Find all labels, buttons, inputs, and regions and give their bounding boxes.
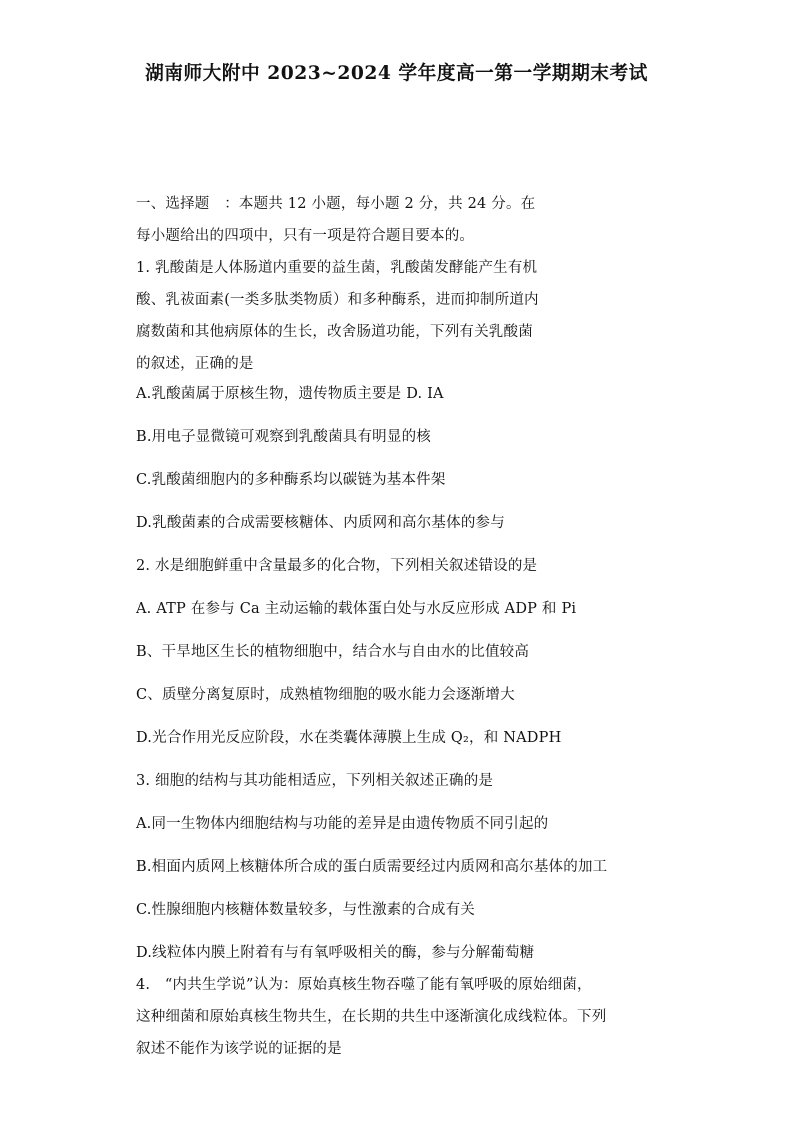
question-4-stem-line-2: 这种细菌和原始真核生物共生，在长期的共生中逐渐演化成线粒体。下列	[136, 1009, 607, 1025]
question-3-stem: 3. 细胞的结构与其功能相适应，下列相关叙述正确的是	[136, 773, 494, 789]
question-1-stem-line-4: 的叙述，正确的是	[136, 356, 254, 372]
question-1-stem-line-2: 酸、乳祓面素(一类多肽类物质）和多种酶系，进而抑制所道内	[136, 292, 539, 308]
question-1-stem-line-1: 1. 乳酸菌是人体肠道内重要的益生菌，乳酸菌发酵能产生有机	[136, 260, 538, 276]
question-3-option-c: C.性腺细胞内核糖体数量较多，与性激素的合成有关	[136, 902, 475, 918]
question-2-option-a: A. ATP 在参与 Ca 主动运输的载体蛋白处与水反应形成 ADP 和 Pi	[136, 601, 577, 617]
question-2-stem: 2. 水是细胞鲜重中含量最多的化合物，下列相关叙述错设的是	[136, 558, 538, 574]
question-3-option-b: B.相面内质网上核糖体所合成的蛋白质需要经过内质网和高尔基体的加工	[136, 859, 608, 875]
question-1-option-d: D.乳酸菌素的合成需要核糖体、内质网和高尔基体的参与	[136, 515, 505, 531]
question-2-option-c: C、质壁分离复原时，成熟植物细胞的吸水能力会逐渐增大	[136, 687, 515, 703]
question-1-stem-line-3: 腐数菌和其他病原体的生长，改舍肠道功能，下列有关乳酸菌	[136, 324, 533, 340]
question-4-stem-line-3: 叙述不能作为该学说的证据的是	[136, 1041, 342, 1057]
question-1-option-a: A.乳酸菌属于原核生物，遗传物质主要是 D. IA	[136, 386, 444, 402]
question-4-stem-line-1: 4. “内共生学说”认为：原始真核生物吞噬了能有氧呼吸的原始细菌，	[136, 977, 592, 993]
question-3-option-a: A.同一生物体内细胞结构与功能的差异是由遗传物质不同引起的	[136, 816, 549, 832]
question-2-option-d: D.光合作用光反应阶段，水在类囊体薄膜上生成 Q₂，和 NADPH	[136, 730, 562, 746]
question-3-option-d: D.线粒体内膜上附着有与有氧呼吸相关的酶，参与分解葡萄糖	[136, 945, 535, 961]
section-heading-line-1: 一、选择题 ：本题共 12 小题，每小题 2 分，共 24 分。在	[136, 196, 536, 212]
question-1-option-b: B.用电子显微镜可观察到乳酸菌具有明显的核	[136, 429, 431, 445]
section-heading-line-2: 每小题给出的四项中，只有一项是符合题目要本的。	[136, 228, 475, 244]
exam-title: 湖南师大附中 2023~2024 学年度高一第一学期期末考试	[145, 62, 648, 84]
question-2-option-b: B、干旱地区生长的植物细胞中，结合水与自由水的比值较高	[136, 644, 530, 660]
question-1-option-c: C.乳酸菌细胞内的多种酶系均以碳链为基本件架	[136, 472, 446, 488]
